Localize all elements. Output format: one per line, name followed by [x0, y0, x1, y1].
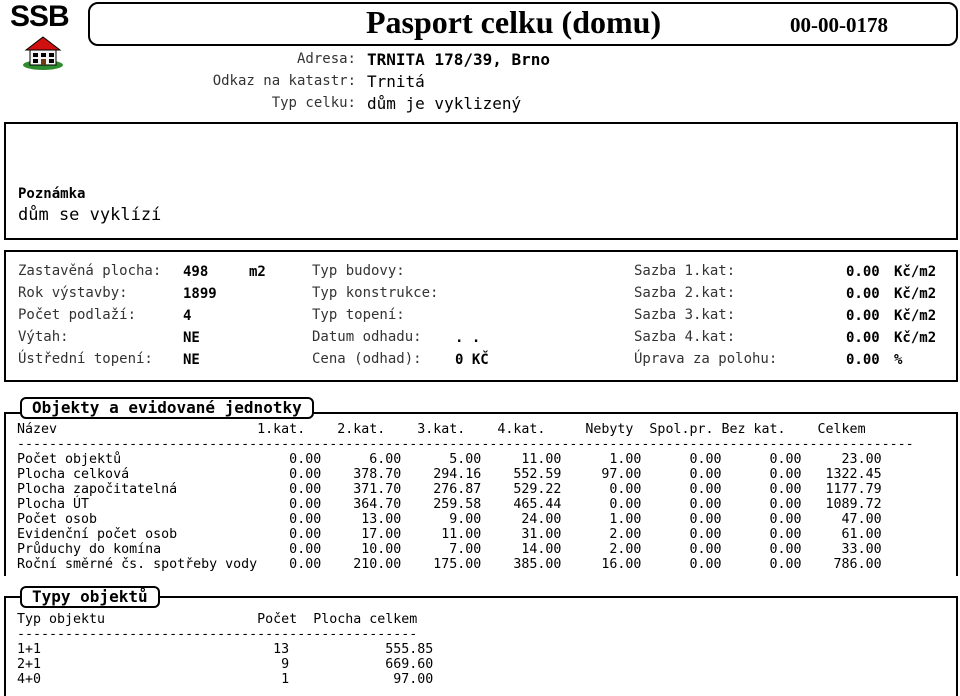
build-year-value: 1899	[183, 286, 217, 302]
built-area-value: 498	[183, 264, 209, 280]
elevator-label: Výtah:	[18, 329, 69, 345]
location-adjust-unit: %	[894, 352, 903, 368]
rate-2-unit: Kč/m2	[894, 286, 937, 302]
table-row: 4+0 1 97.00	[17, 672, 434, 687]
rate-4-value: 0.00	[846, 330, 880, 346]
types-section-tab: Typy objektů	[20, 586, 160, 608]
types-table	[17, 612, 433, 687]
price-estimate-value: 0 KČ	[455, 352, 489, 368]
address-value: TRNITA 178/39, Brno	[367, 50, 551, 69]
note-value: dům se vyklízí	[18, 205, 162, 225]
types-table-divider: --------------------------------------------------	[17, 627, 418, 642]
note-label: Poznámka	[18, 186, 86, 202]
table-row: Plocha ÚT 0.00 364.70 259.58 465.44 0.00 0.00 0.00 1089.72	[17, 497, 882, 512]
table-row: 2+1 9 669.60	[17, 657, 434, 672]
table-row: Počet osob 0.00 13.00 9.00 24.00 1.00 0.00 0.00 47.00	[17, 512, 882, 527]
ssb-logo: SSB	[10, 0, 69, 33]
table-row: 1+1 13 555.85	[17, 642, 434, 657]
rate-3-value: 0.00	[846, 308, 880, 324]
building-type-label: Typ budovy:	[312, 263, 405, 279]
types-table-header: Typ objektu Počet Plocha celkem	[17, 612, 418, 627]
valuation-date-label: Datum odhadu:	[312, 329, 422, 345]
price-estimate-label: Cena (odhad):	[312, 351, 422, 367]
cadastre-value: Trnitá	[367, 72, 425, 91]
rate-1-value: 0.00	[846, 264, 880, 280]
rate-4-label: Sazba 4.kat:	[634, 329, 736, 345]
objects-table	[17, 422, 914, 572]
table-row: Roční směrné čs. spotřeby vody 0.00 210.00 175.00 385.00 16.00 0.00 0.00 786.00	[17, 557, 882, 572]
document-id: 00-00-0178	[790, 13, 888, 37]
build-year-label: Rok výstavby:	[18, 285, 128, 301]
built-area-unit: m2	[249, 264, 266, 280]
objects-table-divider: ----------------------------------------------------------------------------------------------------------------	[17, 437, 914, 452]
rate-3-label: Sazba 3.kat:	[634, 307, 736, 323]
page-title: Pasport celku (domu)	[366, 4, 662, 40]
central-heating-value: NE	[183, 352, 200, 368]
unit-type-value: dům je vyklizený	[367, 94, 522, 113]
table-row: Evidenční počet osob 0.00 17.00 11.00 31.00 2.00 0.00 0.00 61.00	[17, 527, 882, 542]
objects-section-tab: Objekty a evidované jednotky	[20, 397, 314, 419]
heating-type-label: Typ topení:	[312, 307, 405, 323]
rate-1-label: Sazba 1.kat:	[634, 263, 736, 279]
table-row: Průduchy do komína 0.00 10.00 7.00 14.00 2.00 0.00 0.00 33.00	[17, 542, 882, 557]
rate-2-label: Sazba 2.kat:	[634, 285, 736, 301]
location-adjust-label: Úprava za polohu:	[634, 351, 778, 367]
table-row: Počet objektů 0.00 6.00 5.00 11.00 1.00 0.00 0.00 23.00	[17, 452, 882, 467]
table-row: Plocha započitatelná 0.00 371.70 276.87 529.22 0.00 0.00 0.00 1177.79	[17, 482, 882, 497]
address-label: Adresa:	[296, 51, 356, 67]
floors-value: 4	[183, 308, 192, 324]
rate-4-unit: Kč/m2	[894, 330, 937, 346]
central-heating-label: Ústřední topení:	[18, 351, 153, 367]
rate-3-unit: Kč/m2	[894, 308, 937, 324]
construction-type-label: Typ konstrukce:	[312, 285, 439, 301]
built-area-label: Zastavěná plocha:	[18, 263, 162, 279]
rate-1-unit: Kč/m2	[894, 264, 937, 280]
cadastre-label: Odkaz na katastr:	[212, 73, 356, 89]
floors-label: Počet podlaží:	[18, 307, 137, 323]
valuation-date-value: . .	[455, 330, 481, 346]
elevator-value: NE	[183, 330, 200, 346]
unit-type-label: Typ celku:	[271, 95, 356, 111]
rate-2-value: 0.00	[846, 286, 880, 302]
location-adjust-value: 0.00	[846, 352, 880, 368]
table-row: Plocha celková 0.00 378.70 294.16 552.59 97.00 0.00 0.00 1322.45	[17, 467, 882, 482]
objects-table-header: Název 1.kat. 2.kat. 3.kat. 4.kat. Nebyty Spol.pr. Bez kat. Celkem	[17, 422, 866, 437]
